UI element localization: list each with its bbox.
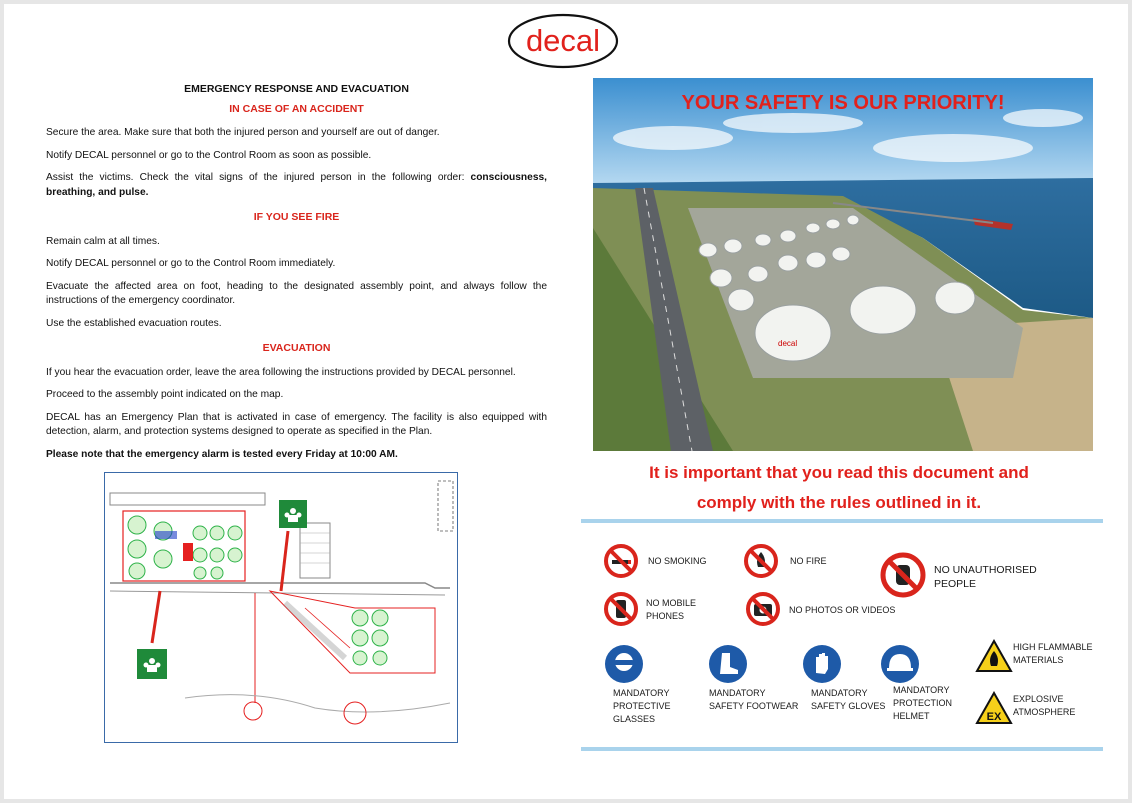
accident-p3: Assist the victims. Check the vital signs of the injured person in the following order: consciousness, breathing, and pulse. (46, 172, 547, 198)
fire-p2: Notify DECAL personnel or go to the Control Room immediately. (46, 258, 336, 269)
explosive-label: EXPLOSIVE ATMOSPHERE (1013, 694, 1076, 717)
no-fire-icon (743, 543, 779, 579)
no-unauthorised-label: NO UNAUTHORISED PEOPLE (934, 564, 1037, 590)
footwear-label: MANDATORY SAFETY FOOTWEAR (709, 688, 799, 711)
safety-signs-panel (589, 531, 1099, 746)
no-smoking-icon (603, 543, 639, 579)
sign-flammable (975, 639, 1099, 683)
tank-logo: decal (778, 339, 798, 348)
gloves-label: MANDATORY SAFETY GLOVES (811, 688, 886, 711)
notice-line-2: comply with the rules outlined in it. (696, 493, 982, 512)
read-document-notice (593, 458, 1085, 518)
notice-line-1: It is important that you read this document and (649, 463, 1029, 482)
vital-signs-order: consciousness, breathing, and pulse. (46, 172, 547, 198)
sign-mandatory-footwear (707, 643, 807, 733)
emergency-text-column (46, 82, 547, 470)
evac-p3: DECAL has an Emergency Plan that is activated in case of emergency. The facility is also equipped with detection, alarm, and protection systems designed to operate as specified in the Plan. (46, 411, 547, 437)
no-mobile-phone-icon (603, 591, 639, 627)
sign-no-mobile (603, 591, 723, 631)
map-drawing (105, 473, 457, 742)
fire-p3: Evacuate the affected area on foot, heading to the designated assembly point, and always follow the instructions of the emergency coordinator. (46, 280, 547, 306)
logo-text: decal (525, 23, 601, 58)
sign-no-smoking (603, 543, 723, 583)
section-title: EMERGENCY RESPONSE AND EVACUATION (184, 83, 409, 95)
photo-illustration (593, 78, 1093, 451)
no-fire-label: NO FIRE (790, 556, 827, 566)
protection-helmet-icon (879, 643, 921, 685)
no-mobile-label: NO MOBILE PHONES (646, 598, 697, 621)
accident-p1: Secure the area. Make sure that both the injured person and yourself are out of danger. (46, 127, 440, 138)
document-page (4, 4, 1128, 799)
site-evacuation-map (104, 472, 458, 743)
heading-fire: IF YOU SEE FIRE (253, 211, 340, 223)
safety-gloves-icon (801, 643, 843, 685)
svg-text:EX: EX (986, 711, 1002, 723)
aerial-terminal-photo (593, 78, 1093, 451)
no-camera-icon (745, 591, 781, 627)
fire-p1: Remain calm at all times. (46, 235, 160, 247)
explosive-atmosphere-icon (975, 691, 1013, 725)
glasses-label: MANDATORY PROTECTIVE GLASSES (613, 688, 671, 724)
fire-p4: Use the established evacuation routes. (46, 317, 222, 329)
divider-bottom (581, 747, 1103, 751)
heading-evacuation: EVACUATION (262, 342, 331, 354)
flammable-label: HIGH FLAMMABLE MATERIALS (1013, 642, 1093, 665)
sign-explosive (975, 691, 1099, 735)
no-photos-label: NO PHOTOS OR VIDEOS (789, 605, 896, 615)
flammable-warning-icon (975, 639, 1013, 673)
divider-top (581, 519, 1103, 523)
accident-p2: Notify DECAL personnel or go to the Control Room as soon as possible. (46, 149, 372, 161)
alarm-test-note: Please note that the emergency alarm is tested every Friday at 10:00 AM. (46, 448, 398, 460)
sign-no-fire (743, 543, 863, 583)
helmet-label: MANDATORY PROTECTION HELMET (893, 685, 953, 721)
evac-p1: If you hear the evacuation order, leave the area following the instructions provided by DECAL personnel. (46, 366, 516, 378)
safety-boot-icon (707, 643, 749, 685)
sign-mandatory-glasses (603, 643, 693, 733)
sign-no-photos (745, 591, 905, 631)
safety-glasses-icon (603, 643, 645, 685)
sign-mandatory-helmet (879, 643, 969, 733)
no-smoking-label: NO SMOKING (648, 556, 707, 566)
decal-logo (507, 13, 619, 69)
evac-p2: Proceed to the assembly point indicated on the map. (46, 389, 284, 400)
heading-accident: IN CASE OF AN ACCIDENT (229, 102, 364, 115)
safety-priority-title: YOUR SAFETY IS OUR PRIORITY! (681, 92, 1005, 114)
